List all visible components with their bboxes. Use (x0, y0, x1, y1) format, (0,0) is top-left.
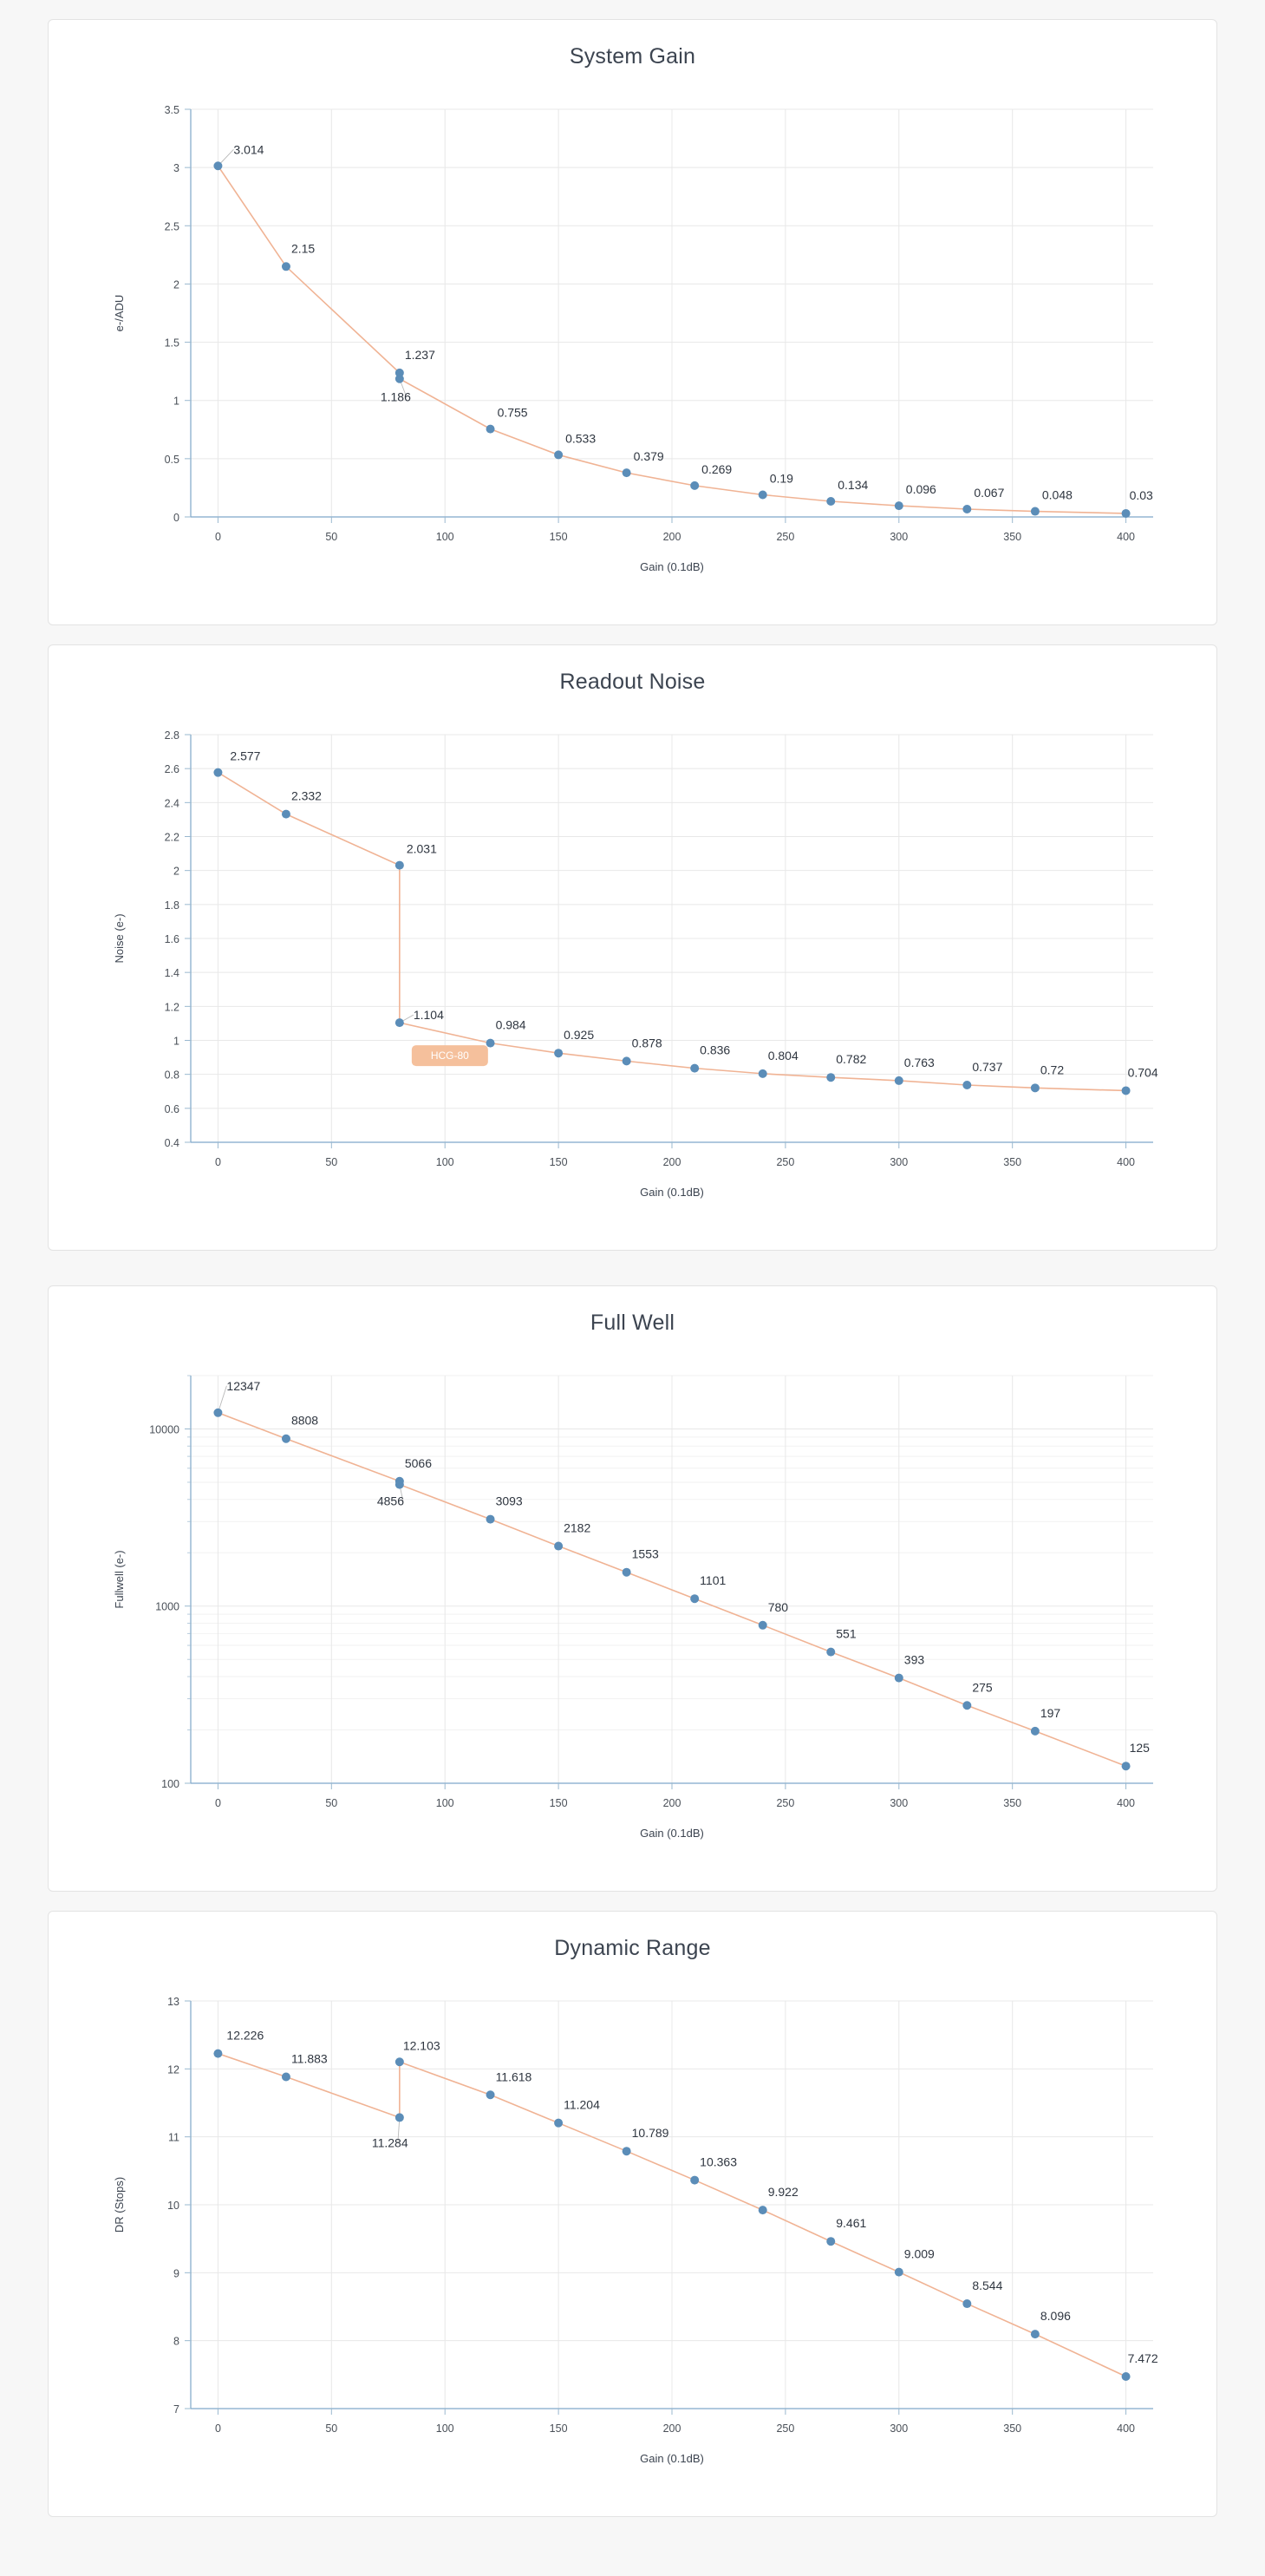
svg-text:350: 350 (1002, 1797, 1021, 1809)
data-point-marker (894, 1076, 903, 1085)
svg-text:0: 0 (214, 1797, 221, 1809)
chart-svg (61, 75, 1205, 612)
data-point-label: 8808 (290, 1413, 318, 1428)
svg-text:1000: 1000 (154, 1600, 179, 1613)
data-point-marker (1030, 507, 1039, 516)
data-point-label: 9.461 (835, 2216, 866, 2231)
svg-text:200: 200 (662, 2422, 681, 2435)
data-point-label: 2182 (563, 1520, 590, 1535)
svg-text:400: 400 (1116, 1797, 1135, 1809)
data-point-label: 0.379 (633, 449, 664, 464)
data-point-marker (826, 1648, 835, 1657)
chart-card-readout-noise (48, 644, 1217, 1251)
data-point-marker (758, 490, 766, 499)
data-point-label: 12347 (225, 1378, 260, 1393)
svg-text:Fullwell (e-): Fullwell (e-) (112, 1550, 126, 1609)
data-point-marker (622, 468, 630, 477)
chart-title: Readout Noise (559, 670, 706, 694)
data-point-label: 275 (971, 1680, 993, 1695)
plot-area-system-gain (57, 75, 1208, 612)
plot-area-dynamic-range (57, 1966, 1208, 2504)
data-point-marker (690, 481, 699, 490)
svg-text:100: 100 (160, 1778, 179, 1790)
data-point-label: 2.577 (229, 749, 260, 763)
data-point-marker (690, 1594, 699, 1603)
svg-text:300: 300 (889, 1156, 908, 1168)
svg-text:150: 150 (549, 2422, 568, 2435)
data-point-label: 0.03 (1129, 487, 1153, 502)
data-point-marker (758, 1069, 766, 1078)
svg-text:50: 50 (324, 531, 337, 543)
data-point-marker (894, 1674, 903, 1683)
data-point-marker (962, 2299, 971, 2308)
svg-text:150: 150 (549, 1797, 568, 1809)
svg-text:250: 250 (775, 531, 794, 543)
data-point-marker (394, 375, 403, 383)
data-point-marker (826, 2237, 835, 2246)
data-point-label: 0.804 (767, 1048, 799, 1062)
data-point-label: 2.031 (406, 841, 437, 856)
data-point-marker (394, 2057, 403, 2066)
data-point-marker (486, 425, 494, 434)
data-point-label: 0.755 (497, 405, 528, 420)
svg-text:1.4: 1.4 (164, 967, 179, 980)
chart-title: Full Well (590, 1311, 675, 1335)
svg-text:1: 1 (173, 395, 179, 408)
data-point-marker (213, 161, 222, 170)
svg-text:3.5: 3.5 (164, 104, 179, 116)
svg-text:100: 100 (435, 2422, 454, 2435)
chart-svg (61, 1341, 1205, 1879)
svg-text:0.8: 0.8 (164, 1069, 179, 1082)
data-point-label: 2.332 (290, 788, 322, 803)
data-point-marker (894, 2268, 903, 2277)
data-point-label: 1.237 (404, 347, 435, 362)
data-point-marker (281, 810, 290, 819)
svg-text:50: 50 (324, 2422, 337, 2435)
svg-text:Gain (0.1dB): Gain (0.1dB) (639, 1827, 704, 1840)
data-point-marker (826, 497, 835, 506)
svg-text:250: 250 (775, 2422, 794, 2435)
svg-text:300: 300 (889, 2422, 908, 2435)
data-point-label: 0.096 (905, 482, 936, 497)
data-point-label: 0.925 (563, 1028, 594, 1043)
data-point-marker (690, 2176, 699, 2185)
data-point-label: 0.269 (701, 461, 732, 476)
svg-text:100: 100 (435, 1156, 454, 1168)
data-point-marker (486, 1515, 494, 1524)
data-point-label: 1.186 (380, 389, 411, 404)
svg-text:7: 7 (173, 2403, 179, 2416)
data-point-label: 0.19 (769, 471, 793, 486)
data-point-marker (394, 861, 403, 870)
data-point-marker (622, 1056, 630, 1065)
svg-text:2: 2 (173, 865, 179, 878)
chart-title: System Gain (569, 44, 696, 69)
data-point-label: 551 (835, 1626, 857, 1641)
data-point-label: 0.782 (835, 1052, 866, 1067)
data-point-marker (213, 2050, 222, 2058)
svg-text:13: 13 (166, 1996, 179, 2008)
data-point-marker (281, 2072, 290, 2081)
svg-text:0: 0 (173, 512, 179, 524)
data-point-label: 11.204 (563, 2097, 600, 2112)
data-point-marker (554, 2119, 563, 2128)
data-point-label: 1553 (631, 1546, 659, 1561)
data-point-marker (622, 2147, 630, 2155)
svg-text:1.5: 1.5 (164, 337, 179, 350)
data-point-marker (554, 450, 563, 459)
data-point-marker (894, 501, 903, 510)
data-point-label: 10.789 (631, 2126, 668, 2141)
plot-area-full-well (57, 1341, 1208, 1879)
svg-text:0.6: 0.6 (164, 1102, 179, 1115)
svg-text:350: 350 (1002, 531, 1021, 543)
svg-text:200: 200 (662, 1156, 681, 1168)
data-point-marker (486, 1039, 494, 1048)
svg-text:Gain (0.1dB): Gain (0.1dB) (639, 1186, 704, 1199)
svg-text:2.2: 2.2 (164, 831, 179, 844)
svg-text:Noise (e-): Noise (e-) (112, 913, 126, 964)
svg-text:0: 0 (214, 531, 221, 543)
data-point-label: 10.363 (699, 2154, 737, 2169)
data-point-label: 1.104 (413, 1008, 444, 1023)
svg-text:e-/ADU: e-/ADU (112, 294, 126, 332)
data-point-marker (281, 1435, 290, 1443)
data-point-label: 8.096 (1040, 2309, 1071, 2324)
svg-text:11: 11 (167, 2131, 179, 2144)
data-point-marker (1121, 1762, 1130, 1770)
data-point-marker (962, 505, 971, 513)
svg-text:3: 3 (173, 162, 179, 175)
data-point-label: 0.763 (903, 1055, 935, 1069)
data-point-label: 12.103 (402, 2038, 440, 2053)
svg-text:400: 400 (1116, 531, 1135, 543)
svg-text:300: 300 (889, 531, 908, 543)
data-point-marker (394, 2113, 403, 2122)
data-point-marker (962, 1081, 971, 1089)
chart-card-full-well (48, 1285, 1217, 1892)
svg-text:0: 0 (214, 1156, 221, 1168)
svg-text:2.4: 2.4 (164, 797, 179, 810)
data-point-label: 4856 (376, 1494, 404, 1508)
svg-text:2.6: 2.6 (164, 763, 179, 776)
data-point-marker (1121, 1086, 1130, 1095)
data-point-label: 0.72 (1040, 1062, 1064, 1077)
data-point-label: 9.922 (767, 2185, 799, 2200)
data-point-label: 2.15 (290, 241, 315, 256)
data-point-marker (1030, 1727, 1039, 1736)
svg-text:250: 250 (775, 1156, 794, 1168)
data-point-label: 11.618 (495, 2069, 531, 2084)
chart-svg (61, 1966, 1205, 2504)
data-point-label: 11.284 (371, 2135, 408, 2150)
data-point-label: 780 (767, 1599, 788, 1614)
data-point-label: 5066 (404, 1455, 432, 1470)
chart-title: Dynamic Range (554, 1936, 711, 1960)
data-point-label: 0.533 (564, 431, 596, 446)
data-point-label: 0.067 (973, 486, 1004, 500)
svg-text:0.5: 0.5 (164, 453, 179, 466)
svg-text:150: 150 (549, 531, 568, 543)
data-point-marker (486, 2090, 494, 2099)
plot-area-readout-noise (57, 700, 1208, 1238)
data-point-marker (1030, 2330, 1039, 2338)
data-point-label: 125 (1129, 1741, 1150, 1755)
svg-text:50: 50 (324, 1797, 337, 1809)
svg-text:250: 250 (775, 1797, 794, 1809)
data-point-marker (1121, 509, 1130, 518)
svg-text:350: 350 (1002, 1156, 1021, 1168)
svg-text:100: 100 (435, 1797, 454, 1809)
svg-text:1.8: 1.8 (164, 899, 179, 912)
data-point-marker (622, 1568, 630, 1577)
svg-text:DR (Stops): DR (Stops) (112, 2176, 126, 2233)
svg-text:Gain (0.1dB): Gain (0.1dB) (639, 560, 704, 573)
svg-text:400: 400 (1116, 2422, 1135, 2435)
data-point-marker (213, 768, 222, 777)
data-point-label: 0.048 (1041, 487, 1073, 502)
data-point-label: 3093 (495, 1494, 523, 1508)
data-point-label: 197 (1040, 1705, 1060, 1720)
data-point-marker (1121, 2372, 1130, 2381)
data-point-label: 0.984 (495, 1017, 526, 1032)
chart-card-system-gain (48, 19, 1217, 625)
svg-text:0.4: 0.4 (164, 1137, 179, 1149)
data-point-label: 0.134 (837, 478, 868, 493)
data-point-marker (758, 2206, 766, 2214)
data-point-label: 8.544 (971, 2279, 1002, 2293)
data-point-marker (554, 1049, 563, 1057)
data-point-marker (758, 1621, 766, 1630)
data-point-label: 9.009 (903, 2246, 935, 2261)
data-point-label: 3.014 (232, 142, 264, 157)
svg-text:Gain (0.1dB): Gain (0.1dB) (639, 2452, 704, 2465)
data-point-label: 393 (903, 1652, 924, 1667)
svg-text:2.5: 2.5 (164, 220, 179, 233)
svg-text:2.8: 2.8 (164, 729, 179, 742)
svg-text:1: 1 (173, 1035, 179, 1048)
svg-text:300: 300 (889, 1797, 908, 1809)
svg-text:10000: 10000 (148, 1423, 179, 1436)
data-point-marker (394, 1018, 403, 1027)
data-point-marker (1030, 1083, 1039, 1092)
svg-text:9: 9 (173, 2267, 179, 2280)
data-point-marker (554, 1542, 563, 1551)
hcg-badge-label: HCG-80 (430, 1049, 469, 1062)
data-point-label: 7.472 (1127, 2351, 1158, 2366)
svg-text:1.6: 1.6 (164, 933, 179, 945)
chart-card-dynamic-range (48, 1911, 1217, 2517)
svg-text:8: 8 (173, 2335, 179, 2348)
data-point-marker (281, 262, 290, 271)
svg-text:50: 50 (324, 1156, 337, 1168)
svg-text:12: 12 (166, 2063, 179, 2076)
data-point-marker (826, 1073, 835, 1082)
svg-text:100: 100 (435, 531, 454, 543)
svg-text:10: 10 (166, 2200, 179, 2212)
svg-text:2: 2 (173, 278, 179, 291)
data-point-marker (213, 1409, 222, 1417)
svg-text:400: 400 (1116, 1156, 1135, 1168)
svg-text:200: 200 (662, 1797, 681, 1809)
data-point-marker (394, 1481, 403, 1489)
data-point-label: 0.704 (1127, 1065, 1158, 1080)
data-point-label: 1101 (699, 1573, 726, 1588)
chart-svg (61, 700, 1205, 1238)
data-point-label: 0.836 (699, 1043, 730, 1057)
svg-text:1.2: 1.2 (164, 1001, 179, 1014)
data-point-label: 12.226 (225, 2028, 264, 2043)
data-point-label: 11.883 (290, 2051, 328, 2066)
data-point-marker (690, 1064, 699, 1073)
svg-text:150: 150 (549, 1156, 568, 1168)
data-point-marker (962, 1701, 971, 1710)
svg-text:350: 350 (1002, 2422, 1021, 2435)
svg-text:0: 0 (214, 2422, 221, 2435)
data-point-label: 0.737 (971, 1060, 1002, 1075)
data-point-label: 0.878 (631, 1036, 662, 1050)
svg-text:200: 200 (662, 531, 681, 543)
